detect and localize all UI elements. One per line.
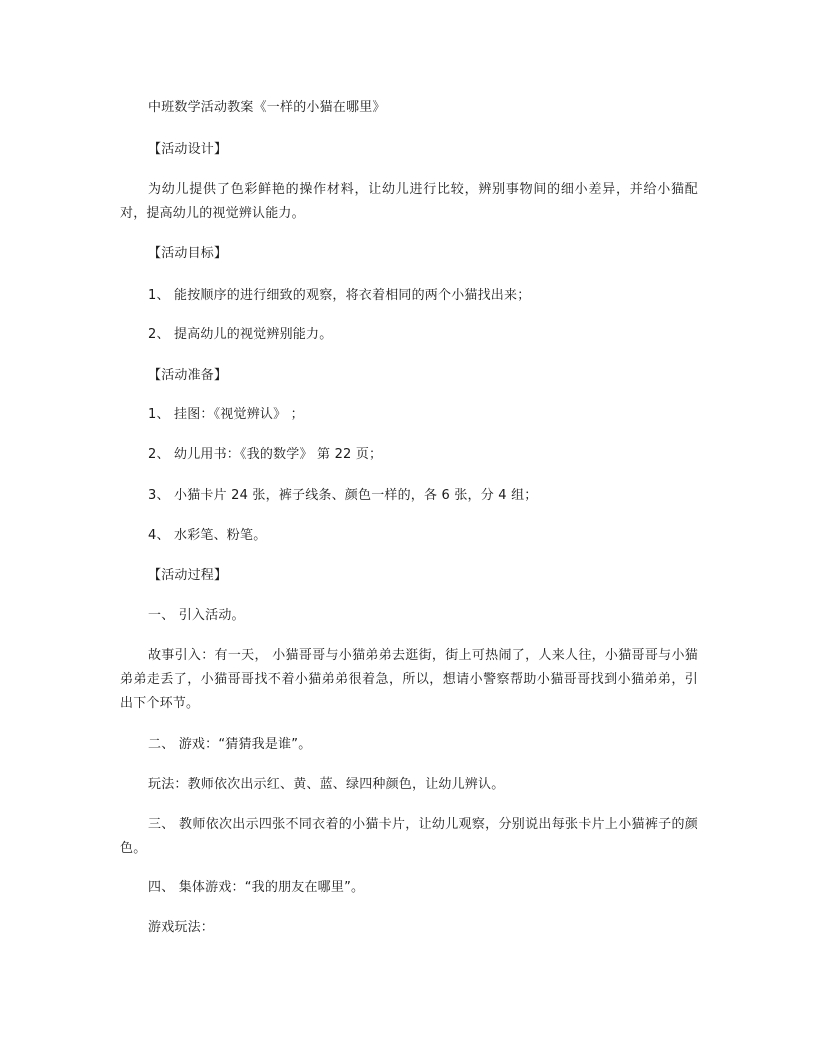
section-heading-design: 【活动设计】	[148, 142, 228, 157]
goal-item-1: 1、 能按顺序的进行细致的观察，将衣着相同的两个小猫找出来；	[148, 288, 531, 303]
goal-item-2: 2、 提高幼儿的视觉辨别能力。	[148, 327, 333, 342]
section-heading-process: 【活动过程】	[148, 568, 228, 583]
document-title: 中班数学活动教案《一样的小猫在哪里》	[148, 100, 386, 115]
section-heading-preparation: 【活动准备】	[148, 368, 228, 383]
process-step-4: 四、 集体游戏：“我的朋友在哪里”。	[148, 880, 365, 895]
prep-item-3: 3、 小猫卡片 24 张，裤子线条、颜色一样的，各 6 张，分 4 组；	[148, 488, 538, 503]
story-paragraph: 故事引入：有一天， 小猫哥哥与小猫弟弟去逛街，街上可热闹了，人来人往，小猫哥哥与小猫弟弟走丢了，小猫哥哥找不着小猫弟弟很着急，所以，想请小警察帮助小猫哥哥找到小猫弟弟，引出下个环节。	[120, 648, 698, 711]
process-step-2: 二、 游戏：“猜猜我是谁”。	[148, 737, 312, 752]
play-paragraph: 玩法：教师依次出示红、黄、蓝、绿四种颜色，让幼儿辨认。	[148, 777, 505, 792]
process-step-1: 一、 引入活动。	[148, 608, 245, 623]
prep-item-2: 2、 幼儿用书：《我的数学》 第 22 页；	[148, 447, 383, 462]
design-paragraph: 为幼儿提供了色彩鲜艳的操作材料，让幼儿进行比较，辨别事物间的细小差异，并给小猫配对，提高幼儿的视觉辨认能力。	[120, 182, 698, 221]
prep-item-1: 1、 挂图：《视觉辨认》 ；	[148, 407, 304, 422]
game-rules-heading: 游戏玩法：	[148, 920, 215, 935]
process-step-3: 三、 教师依次出示四张不同衣着的小猫卡片，让幼儿观察，分别说出每张卡片上小猫裤子的颜色。	[120, 817, 698, 856]
section-heading-goals: 【活动目标】	[148, 246, 228, 261]
prep-item-4: 4、 水彩笔、粉笔。	[148, 528, 267, 543]
